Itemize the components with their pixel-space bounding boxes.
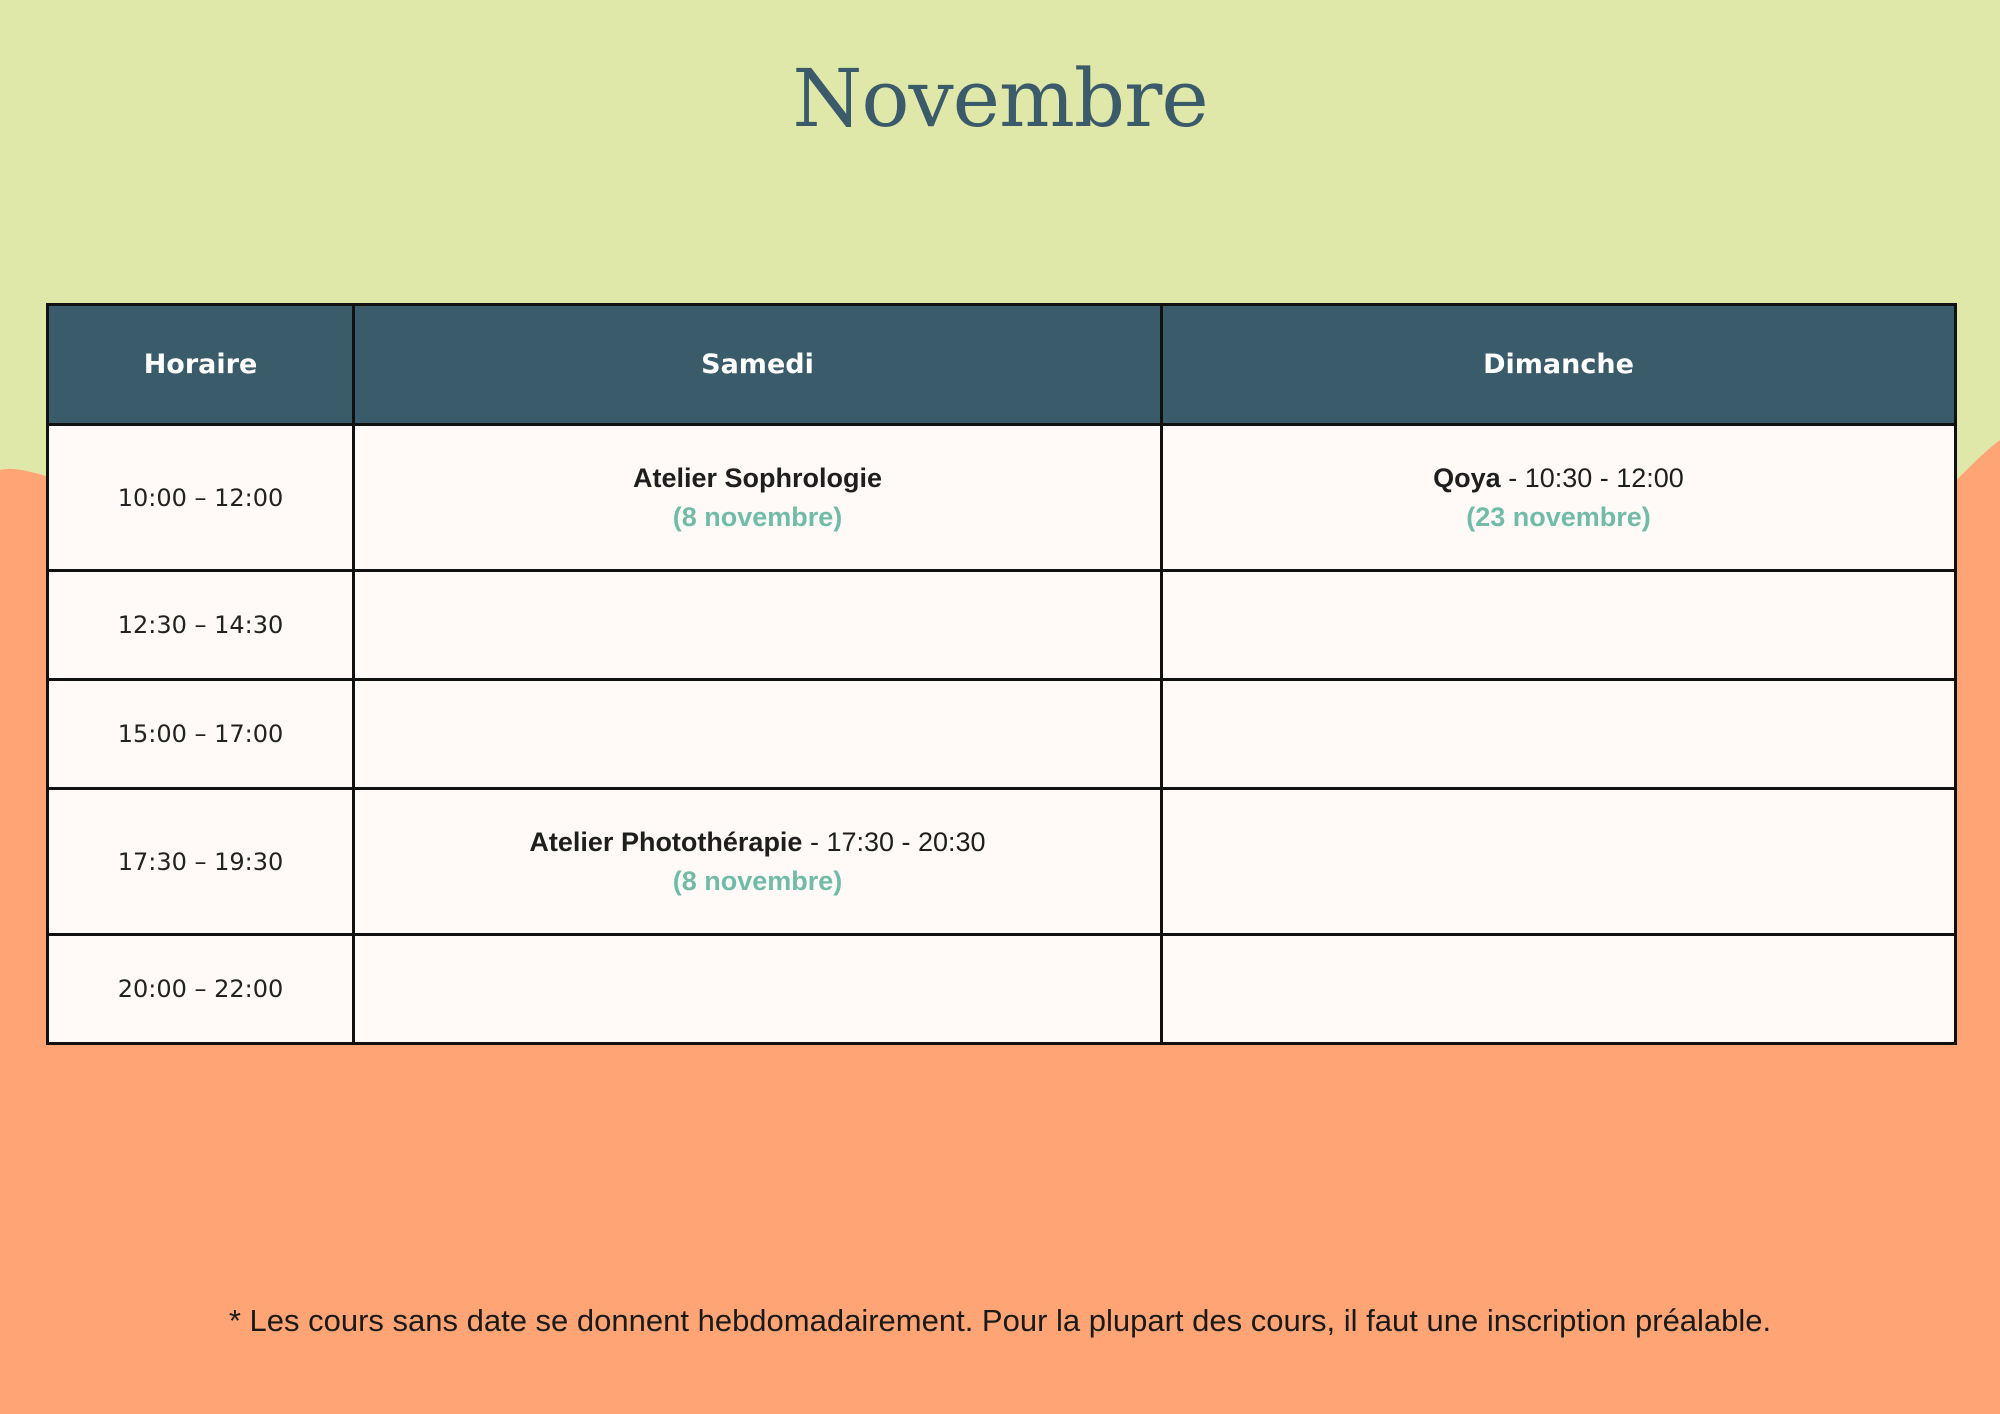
samedi-cell — [354, 680, 1162, 789]
activity — [1163, 459, 1954, 498]
header-dimanche: Dimanche — [1162, 305, 1956, 425]
activity — [355, 823, 1160, 862]
header-horaire: Horaire — [48, 305, 354, 425]
samedi-cell — [354, 789, 1162, 935]
table-row — [48, 425, 1956, 571]
time-cell: 12:30 – 14:30 — [48, 571, 354, 680]
dimanche-cell — [1162, 571, 1956, 680]
table-row — [48, 680, 1956, 789]
samedi-cell — [354, 571, 1162, 680]
table-header-row — [48, 305, 1956, 425]
dimanche-cell — [1162, 789, 1956, 935]
activity-date: (8 novembre) — [672, 865, 843, 896]
activity-extra: - 10:30 - 12:00 — [1500, 462, 1684, 493]
activity-date: (8 novembre) — [672, 501, 843, 532]
activity-extra: - 17:30 - 20:30 — [802, 826, 986, 857]
dimanche-cell — [1162, 935, 1956, 1044]
time-cell: 20:00 – 22:00 — [48, 935, 354, 1044]
time-cell: 15:00 – 17:00 — [48, 680, 354, 789]
samedi-cell — [354, 425, 1162, 571]
activity-date: (23 novembre) — [1466, 501, 1651, 532]
activity-name: Atelier Photothérapie — [529, 826, 803, 857]
dimanche-cell — [1162, 680, 1956, 789]
dimanche-cell — [1162, 425, 1956, 571]
time-cell: 17:30 – 19:30 — [48, 789, 354, 935]
schedule-table — [46, 303, 1957, 1045]
time-cell: 10:00 – 12:00 — [48, 425, 354, 571]
activity-name: Qoya — [1433, 462, 1501, 493]
samedi-cell — [354, 935, 1162, 1044]
footnote: * Les cours sans date se donnent hebdomadairement. Pour la plupart des cours, il faut une inscription préalable. — [228, 1303, 1772, 1338]
table-row — [48, 571, 1956, 680]
table-row — [48, 789, 1956, 935]
header-samedi: Samedi — [354, 305, 1162, 425]
activity-name: Atelier Sophrologie — [632, 462, 883, 493]
table-row — [48, 935, 1956, 1044]
activity — [355, 459, 1160, 498]
page-title: Novembre — [792, 52, 1208, 145]
